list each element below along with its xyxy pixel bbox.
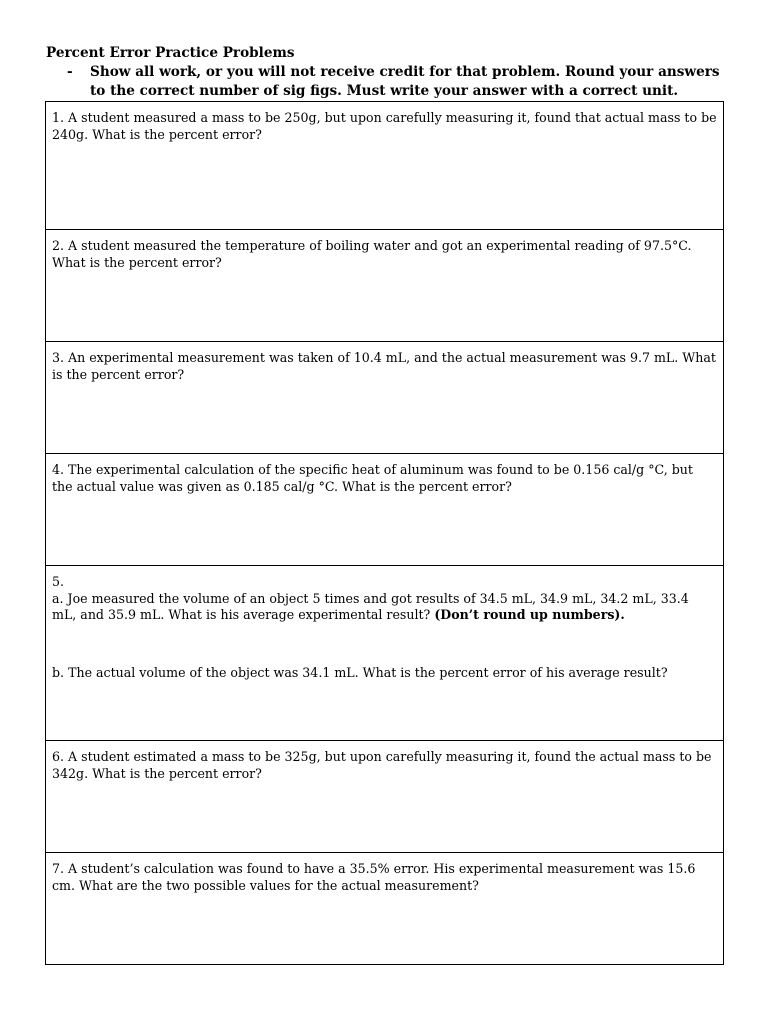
problem-6: 6. A student estimated a mass to be 325g, but upon carefully measuring it, found the actual mass to be 342g. What is the percent error? [46, 741, 724, 853]
problem-row-2 [46, 230, 724, 342]
worksheet-title: Percent Error Practice Problems [46, 45, 295, 61]
instructions-text: Show all work, or you will not receive credit for that problem. Round your answers to the correct number of sig figs. Must write your answer with a correct unit. [90, 64, 720, 99]
problem-7: 7. A student’s calculation was found to have a 35.5% error. His experimental measurement was 15.6 cm. What are the two possible values for the actual measurement? [46, 853, 724, 965]
problem-1: 1. A student measured a mass to be 250g, but upon carefully measuring it, found that actual mass to be 240g. What is the percent error? [46, 102, 724, 230]
bullet-dash: - [67, 64, 73, 80]
problem-5a-text: a. Joe measured the volume of an object 5 times and got results of 34.5 mL, 34.9 mL, 34.2 mL, 33.4 mL, and 35.9 mL. What is his average experimental result? [52, 590, 689, 622]
problem-row-7 [46, 853, 724, 965]
instructions [67, 63, 737, 101]
problem-row-1 [46, 102, 724, 230]
problem-5-number: 5. [52, 574, 65, 589]
problem-row-3 [46, 342, 724, 454]
problem-row-6 [46, 741, 724, 853]
problem-5b-text: b. The actual volume of the object was 34.1 mL. What is the percent error of his average result? [52, 664, 668, 680]
problem-row-4 [46, 454, 724, 566]
problem-5a-note: (Don’t round up numbers). [434, 607, 625, 622]
problem-row-5 [46, 566, 724, 741]
problem-3: 3. An experimental measurement was taken of 10.4 mL, and the actual measurement was 9.7 mL. What is the percent error? [46, 342, 724, 454]
problem-4: 4. The experimental calculation of the specific heat of aluminum was found to be 0.156 cal/g °C, but the actual value was given as 0.185 cal/g °C. What is the percent error? [46, 454, 724, 566]
problem-2: 2. A student measured the temperature of boiling water and got an experimental reading of 97.5°C. What is the percent error? [46, 230, 724, 342]
problem-5 [46, 566, 724, 741]
problems-table [45, 101, 724, 965]
